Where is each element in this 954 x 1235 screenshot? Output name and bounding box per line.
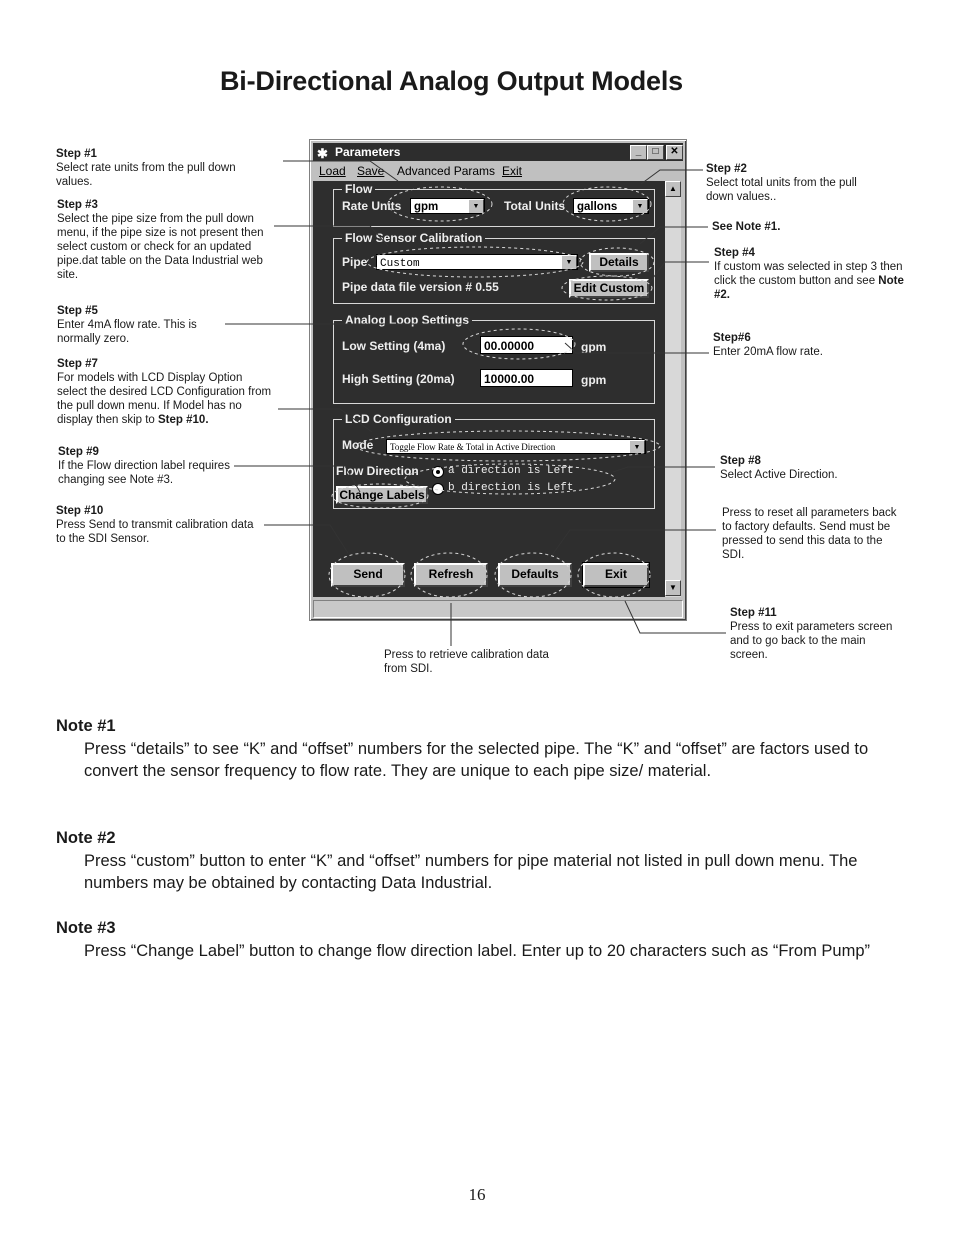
step2-text: Select total units from the pull down values.. [706,177,857,203]
step11-annotation [730,606,905,662]
direction-a-radio[interactable] [432,466,444,478]
step7-annotation [57,357,272,427]
step4-bold: Note #2. [714,275,904,301]
pipe-value: Custom [380,258,420,270]
step8-annotation [720,454,890,482]
step8-text: Select Active Direction. [720,469,838,481]
step4-annotation [714,246,904,302]
step10-annotation [56,504,261,546]
scroll-down-icon[interactable]: ▼ [665,580,681,596]
mode-label: Mode [342,438,374,452]
close-icon[interactable]: ✕ [666,145,683,160]
high-setting-input[interactable]: 10000.00 [480,369,573,387]
step3-heading: Step #3 [57,199,98,211]
window-titlebar [313,143,683,161]
high-setting-label: High Setting (20ma) [342,372,455,386]
step2-heading: Step #2 [706,163,747,175]
flow-sensor-calibration-group [333,231,655,304]
details-button[interactable]: Details [589,253,649,272]
calibration-group-label: Flow Sensor Calibration [342,231,485,245]
exit-button[interactable]: Exit [583,563,649,587]
step4-text: If custom was selected in step 3 then click the custom button and see [714,261,903,287]
flow-direction-label: Flow Direction [336,464,419,478]
chevron-down-icon[interactable]: ▼ [629,440,645,454]
step7-heading: Step #7 [57,358,98,370]
step6-annotation [713,331,883,359]
menu-save[interactable]: Save [357,164,385,178]
mode-value: Toggle Flow Rate & Total in Active Direction [390,442,556,452]
step7-text: For models with LCD Display Option select the desired LCD Configuration from the pull down menu. If Model has no display then skip to [57,372,272,426]
note3-body: Press “Change Label” button to change flow direction label. Enter up to 20 characters such as “From Pump” [84,942,870,960]
refresh-text: Press to retrieve calibration data from SDI. [384,649,549,675]
menu-exit[interactable]: Exit [502,164,523,178]
mode-select[interactable] [386,439,646,454]
menu-load[interactable]: Load [319,164,346,178]
step11-heading: Step #11 [730,607,777,619]
menu-advanced-params[interactable]: Advanced Params [397,164,496,178]
step3-annotation [57,198,267,282]
analog-group-label: Analog Loop Settings [342,313,472,327]
flow-group-label: Flow [342,182,375,196]
maximize-icon[interactable]: □ [647,145,664,160]
step3-text: Select the pipe size from the pull down menu, if the pipe size is not present then select custom or check for an updated pipe.dat table on the Data Industrial web site. [57,213,264,281]
status-bar [313,600,683,618]
rate-units-select[interactable] [410,198,485,214]
page-number: 16 [468,1185,486,1204]
window-title: Parameters [335,145,401,159]
parameters-window [309,139,687,621]
refresh-button[interactable]: Refresh [414,563,488,587]
minimize-icon[interactable]: _ [630,145,647,160]
total-units-label: Total Units [504,199,566,213]
step6-text: Enter 20mA flow rate. [713,346,823,358]
low-unit-label: gpm [581,340,607,354]
edit-custom-button[interactable]: Edit Custom [569,279,649,298]
defaults-button[interactable]: Defaults [498,563,572,587]
step1-annotation [56,147,266,189]
step6-heading: Step#6 [713,332,751,344]
step2-annotation [706,162,876,204]
see-note1-annotation [712,220,882,234]
direction-b-label[interactable]: b direction is Left [448,482,574,494]
chevron-down-icon[interactable]: ▼ [468,199,484,214]
step9-text: If the Flow direction label requires changing see Note #3. [58,460,230,486]
step5-annotation [57,304,227,346]
page-title: Bi-Directional Analog Output Models [220,66,683,96]
note3-heading: Note #3 [56,919,116,937]
step9-annotation [58,445,243,487]
flow-group [333,182,655,227]
pipe-select[interactable] [376,254,578,270]
send-button[interactable]: Send [331,563,405,587]
step1-text: Select rate units from the pull down values. [56,162,236,188]
step10-text: Press Send to transmit calibration data to the SDI Sensor. [56,519,254,545]
total-units-value: gallons [577,201,618,213]
step5-text: Enter 4mA flow rate. This is normally zero. [57,319,197,345]
see-note1-heading: See Note #1. [712,221,781,233]
high-unit-label: gpm [581,373,607,387]
parameters-panel [313,181,665,597]
total-units-select[interactable] [573,198,649,214]
vertical-scrollbar[interactable] [665,181,681,597]
lcd-configuration-group [333,412,655,509]
direction-b-radio[interactable] [432,483,444,495]
note1-body: Press “details” to see “K” and “offset” numbers for the selected pipe. The “K” and “offset” are factors used to convert the sensor frequency to flow rate. They are unique to each pipe size/ material. [84,740,869,780]
note1-heading: Note #1 [56,717,116,735]
app-icon: ✱ [317,146,328,161]
step5-heading: Step #5 [57,305,98,317]
rate-units-value: gpm [414,201,439,213]
note2-body: Press “custom” button to enter “K” and “offset” numbers for pipe material not listed in pull down menu. The numbers may be obtained by contacting Data Industrial. [84,852,858,892]
analog-loop-settings-group [333,313,655,404]
refresh-annotation [384,648,554,676]
change-labels-button[interactable]: Change Labels [336,486,428,504]
low-setting-label: Low Setting (4ma) [342,339,446,353]
step4-heading: Step #4 [714,247,755,259]
lcd-group-label: LCD Configuration [342,412,455,426]
pipe-data-version: Pipe data file version # 0.55 [342,280,499,294]
step11-text: Press to exit parameters screen and to go back to the main screen. [730,621,893,661]
chevron-down-icon[interactable]: ▼ [561,255,577,270]
scroll-up-icon[interactable]: ▲ [665,181,681,197]
step1-heading: Step #1 [56,148,97,160]
rate-units-label: Rate Units [342,199,402,213]
step7-bold: Step #10. [158,414,209,426]
chevron-down-icon[interactable]: ▼ [632,199,648,214]
step10-heading: Step #10 [56,505,104,517]
defaults-text: Press to reset all parameters back to factory defaults. Send must be pressed to send this data to the SDI. [722,507,897,561]
menu-bar [313,163,683,179]
note2-heading: Note #2 [56,829,116,847]
defaults-annotation [722,506,902,562]
pipe-label: Pipe [342,255,368,269]
step9-heading: Step #9 [58,446,99,458]
step8-heading: Step #8 [720,455,761,467]
low-setting-input[interactable]: 00.00000 [480,336,573,354]
direction-a-label[interactable]: a direction is Left [448,465,574,477]
